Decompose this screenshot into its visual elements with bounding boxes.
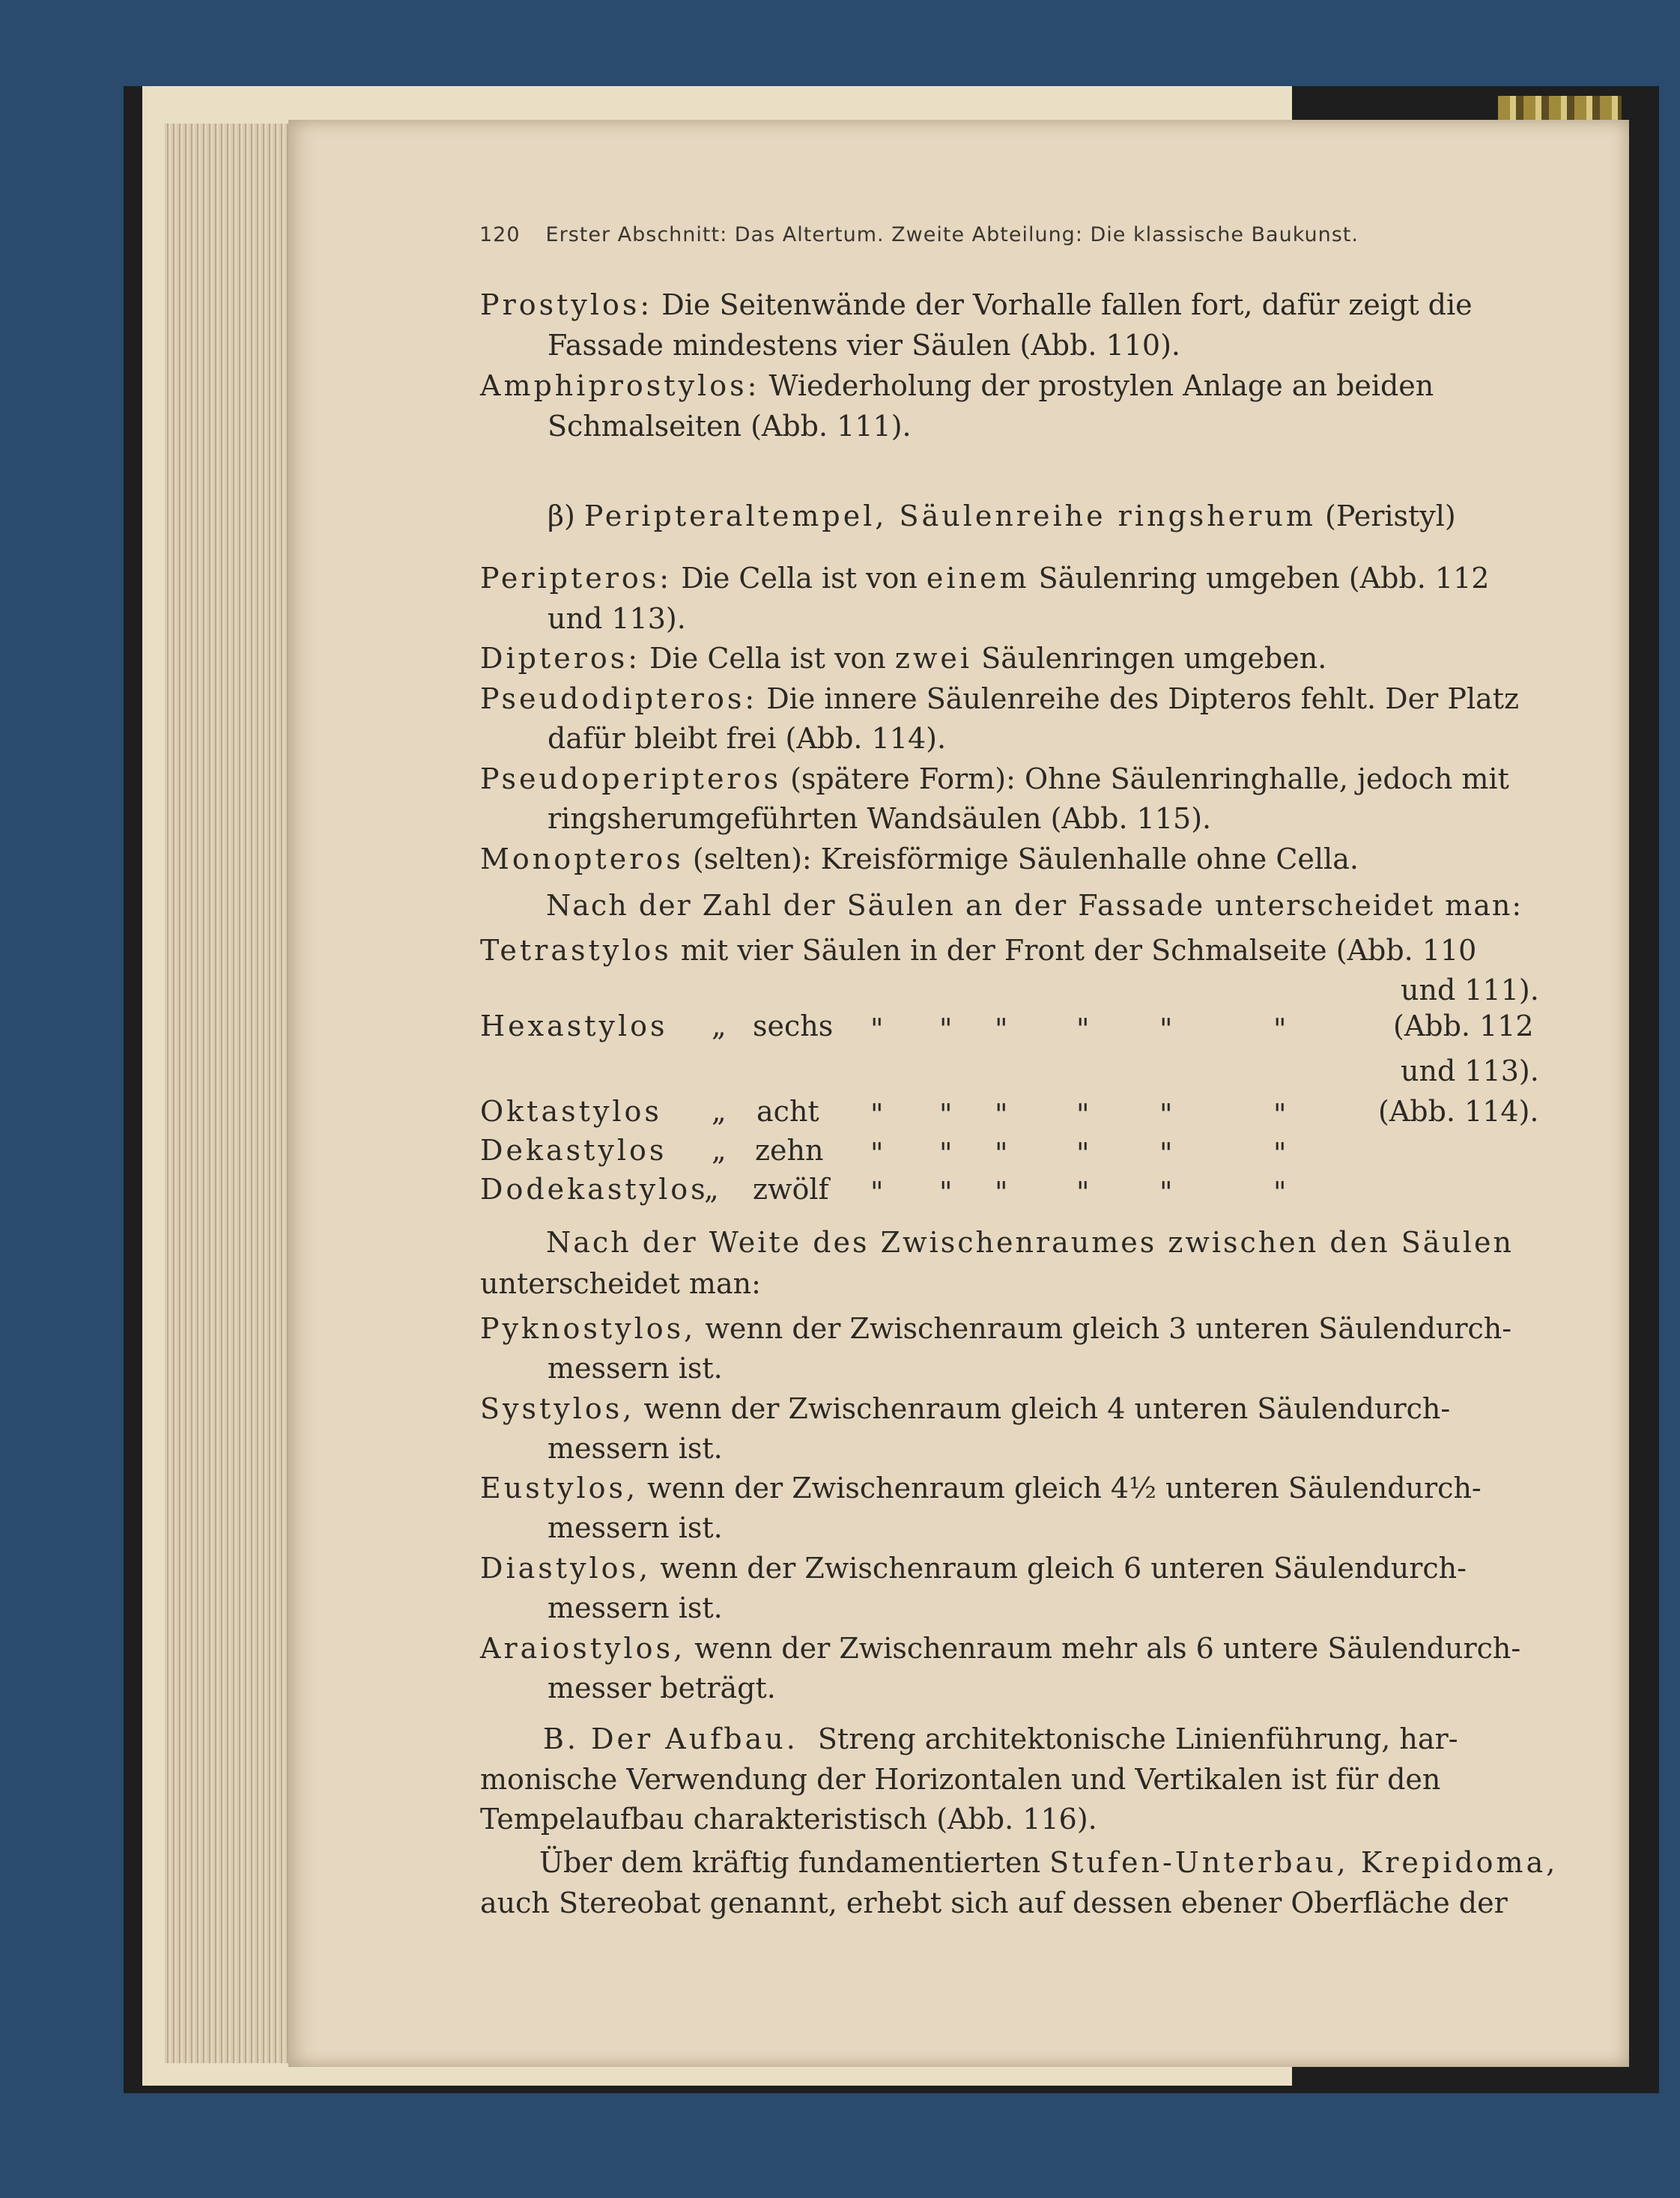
text-line: Die Seitenwände der Vorhalle fallen fort, dafür zeigt die — [661, 288, 1473, 321]
intro-column-count: Nach der Zahl der Säulen an der Fassade unterscheidet man: — [546, 889, 1523, 922]
ditto: „ — [712, 1095, 727, 1128]
ditto: " — [1273, 1137, 1287, 1170]
intro-spacing: Nach der Weite des Zwischenraumes zwischen den Säulen — [546, 1226, 1514, 1259]
entry-pseudodipteros — [480, 684, 1519, 713]
text: Säulenring umgeben (Abb. 112 — [1038, 562, 1490, 595]
section-title: Peripteraltempel, Säulenreihe ringsherum — [583, 500, 1316, 532]
ditto: " — [870, 1013, 884, 1045]
text-line: Streng architektonische Linienführung, har- — [817, 1722, 1458, 1755]
entry-amphiprostylos — [480, 371, 1434, 400]
table-row-term: Oktastylos — [480, 1095, 662, 1128]
table-row-ref: (Abb. 112 — [1393, 1010, 1534, 1042]
ditto: „ — [704, 1173, 719, 1206]
text-line: messern ist. — [548, 1432, 723, 1465]
ditto: " — [1159, 1098, 1173, 1131]
entry-systylos — [480, 1394, 1450, 1423]
text-line: wenn der Zwischenraum gleich 6 unteren Säulendurch- — [660, 1552, 1467, 1585]
term: Diastylos, — [480, 1552, 652, 1585]
entry-araiostylos — [480, 1634, 1520, 1663]
text-line: dafür bleibt frei (Abb. 114). — [548, 722, 947, 755]
term: Eustylos, — [480, 1472, 639, 1505]
ditto: „ — [712, 1010, 727, 1042]
entry-dipteros — [480, 644, 1326, 673]
term: Pseudodipteros: — [480, 682, 758, 715]
entry-monopteros — [480, 845, 1359, 873]
text-line: und 111). — [1401, 974, 1539, 1007]
text-line: messern ist. — [548, 1352, 723, 1385]
ditto: " — [939, 1176, 953, 1209]
text-line: Schmalseiten (Abb. 111). — [548, 410, 912, 443]
term: Araiostylos, — [480, 1632, 686, 1665]
ditto: " — [995, 1176, 1008, 1209]
text: Säulenringen umgeben. — [981, 642, 1327, 675]
table-row-term: Hexastylos — [480, 1010, 668, 1042]
text-line: messern ist. — [548, 1511, 723, 1544]
text-line: (selten): Kreisförmige Säulenhalle ohne Cella. — [692, 843, 1359, 875]
ditto: " — [995, 1137, 1008, 1170]
term: Peripteros: — [480, 562, 673, 595]
ditto: " — [1076, 1013, 1090, 1045]
text-line: Tempelaufbau charakteristisch (Abb. 116). — [480, 1803, 1097, 1836]
text-line: Wiederholung der prostylen Anlage an beiden — [768, 369, 1434, 402]
table-row-count: zehn — [755, 1134, 824, 1167]
table-row-count: zwölf — [753, 1173, 829, 1206]
text-line: messer beträgt. — [548, 1672, 776, 1704]
section-heading — [548, 502, 1456, 530]
ditto: " — [939, 1013, 953, 1045]
emphasis: einem — [926, 562, 1030, 595]
ditto: " — [939, 1098, 953, 1131]
table-row-term: Dekastylos — [480, 1134, 667, 1167]
text-line: Die innere Säulenreihe des Dipteros fehlt. Der Platz — [766, 682, 1520, 715]
text-line: messern ist. — [548, 1591, 723, 1624]
ditto: " — [1159, 1176, 1173, 1209]
text-line: wenn der Zwischenraum gleich 4 unteren Säulendurch- — [643, 1392, 1451, 1425]
entry-prostylos — [480, 288, 1473, 321]
section-marker: β) — [548, 500, 575, 532]
text-line: (spätere Form): Ohne Säulenringhalle, jedoch mit — [790, 762, 1509, 795]
term: Pseudoperipteros — [480, 762, 781, 795]
section-aufbau — [543, 1722, 1458, 1755]
text: Die Cella ist von — [649, 642, 886, 675]
term: Tetrastylos — [480, 934, 672, 967]
ditto: " — [1273, 1013, 1287, 1045]
ditto: " — [870, 1098, 884, 1131]
ditto: " — [995, 1098, 1008, 1131]
term: Dipteros: — [480, 642, 641, 675]
emphasis: zwei — [894, 642, 973, 675]
entry-pseudoperipteros — [480, 762, 1509, 795]
text-line: und 113). — [548, 602, 686, 635]
ditto: " — [1076, 1098, 1090, 1131]
text-line: wenn der Zwischenraum mehr als 6 untere Säulendurch- — [694, 1632, 1521, 1665]
text-line: ringsherumgeführten Wandsäulen (Abb. 115). — [548, 802, 1212, 835]
term: Systylos, — [480, 1392, 635, 1425]
spine-gilding — [1498, 96, 1622, 120]
text-line: wenn der Zwischenraum gleich 4½ unteren Säulendurch- — [647, 1472, 1482, 1505]
ditto: " — [1159, 1137, 1173, 1170]
paragraph-ueber — [539, 1848, 1558, 1877]
ditto: " — [1273, 1098, 1287, 1131]
section-paren: (Peristyl) — [1325, 500, 1456, 532]
page-number: 120 — [479, 223, 521, 246]
text-line: monische Verwendung der Horizontalen und Vertikalen ist für den — [480, 1763, 1441, 1796]
text-line: wenn der Zwischenraum gleich 3 unteren Säulendurch- — [705, 1312, 1512, 1345]
running-title: Erster Abschnitt: Das Altertum. Zweite Abteilung: Die klassische Baukunst. — [545, 223, 1359, 246]
entry-pyknostylos — [480, 1314, 1511, 1343]
text-line: Fassade mindestens vier Säulen (Abb. 110). — [548, 329, 1180, 362]
text: Über dem kräftig fundamentierten — [539, 1846, 1041, 1879]
text-line: mit vier Säulen in der Front der Schmalseite (Abb. 110 — [680, 934, 1477, 967]
ditto: " — [939, 1137, 953, 1170]
entry-diastylos — [480, 1552, 1467, 1585]
running-header — [479, 223, 1359, 246]
emphasis: Stufen-Unterbau, Krepidoma, — [1049, 1846, 1559, 1879]
text: Die Cella ist von — [681, 562, 918, 595]
ditto: " — [870, 1176, 884, 1209]
entry-peripteros — [480, 562, 1490, 595]
table-row-count: acht — [756, 1095, 819, 1128]
table-row-term: Dodekastylos — [480, 1173, 709, 1206]
ditto: " — [1159, 1013, 1173, 1045]
entry-eustylos — [480, 1472, 1482, 1505]
section-heading: B. Der Aufbau. — [543, 1722, 798, 1755]
ditto: " — [1273, 1176, 1287, 1209]
term: Monopteros — [480, 843, 684, 875]
table-row-ref: (Abb. 114). — [1378, 1095, 1539, 1128]
ditto: " — [1076, 1137, 1090, 1170]
term: Amphiprostylos: — [480, 369, 760, 402]
text-line: auch Stereobat genannt, erhebt sich auf dessen ebener Oberfläche der — [480, 1886, 1508, 1919]
ditto: " — [995, 1013, 1008, 1045]
text-line: unterscheidet man: — [480, 1267, 761, 1300]
entry-tetrastylos — [480, 936, 1476, 965]
ditto: " — [1076, 1176, 1090, 1209]
table-row-ref: und 113). — [1401, 1054, 1539, 1087]
term: Pyknostylos, — [480, 1312, 697, 1345]
ditto: „ — [712, 1134, 727, 1167]
ditto: " — [870, 1137, 884, 1170]
table-row-count: sechs — [753, 1010, 834, 1042]
term: Prostylos: — [480, 288, 653, 321]
